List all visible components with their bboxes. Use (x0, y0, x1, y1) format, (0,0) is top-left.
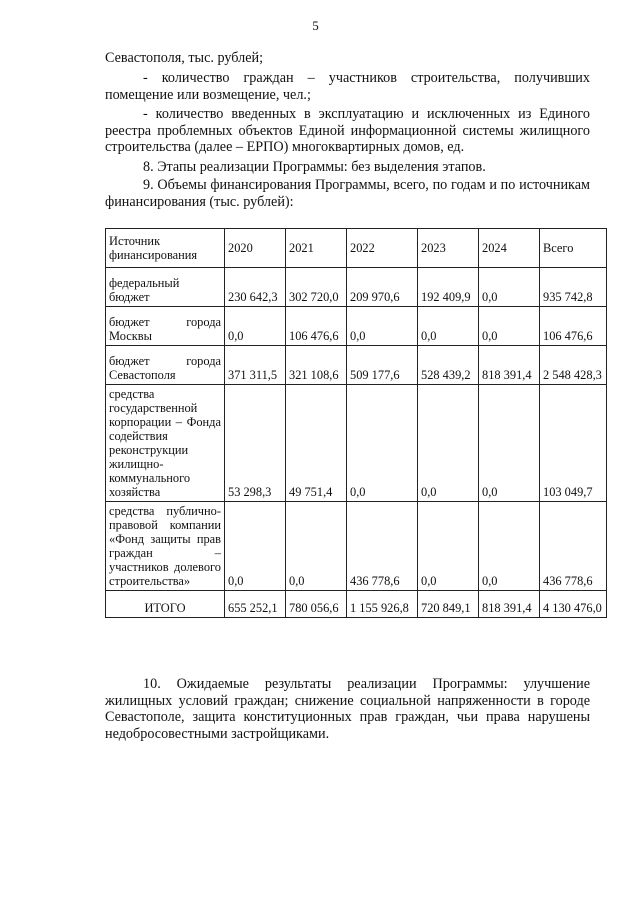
cell-total: 106 476,6 (540, 307, 607, 346)
row-source: средства государственной корпорации – Фонда содействия реконструкции жилищно-коммунального хозяйства (106, 385, 225, 502)
cell-2021: 0,0 (286, 502, 347, 591)
cell-2024: 0,0 (479, 385, 540, 502)
header-2023: 2023 (418, 229, 479, 268)
table-total-row (106, 591, 607, 618)
total-2020: 655 252,1 (225, 591, 286, 618)
total-total: 4 130 476,0 (540, 591, 607, 618)
cell-2023: 0,0 (418, 385, 479, 502)
row-source: федеральный бюджет (106, 268, 225, 307)
cell-2022: 509 177,6 (347, 346, 418, 385)
cell-2023: 192 409,9 (418, 268, 479, 307)
paragraph-3: - количество введенных в эксплуатацию и исключенных из Единого реестра проблемных объектов Единой информационной системы жилищного строительства (далее – ЕРПО) многоквартирных домов, ед. (105, 106, 590, 155)
cell-2024: 818 391,4 (479, 346, 540, 385)
cell-2020: 230 642,3 (225, 268, 286, 307)
cell-2020: 0,0 (225, 307, 286, 346)
table-row (106, 502, 607, 591)
page-number: 5 (312, 18, 319, 33)
total-2022: 1 155 926,8 (347, 591, 418, 618)
paragraph-2: - количество граждан – участников строительства, получивших помещение или возмещение, чел.; (105, 70, 590, 103)
cell-2024: 0,0 (479, 502, 540, 591)
table-row (106, 346, 607, 385)
cell-total: 103 049,7 (540, 385, 607, 502)
cell-2024: 0,0 (479, 268, 540, 307)
row-source: средства публично-правовой компании «Фонд защиты прав граждан – участников долевого строительства» (106, 502, 225, 591)
cell-total: 436 778,6 (540, 502, 607, 591)
header-total: Всего (540, 229, 607, 268)
table-row (106, 385, 607, 502)
paragraph-5: 9. Объемы финансирования Программы, всего, по годам и по источникам финансирования (тыс. рублей): (105, 177, 590, 210)
cell-total: 2 548 428,3 (540, 346, 607, 385)
cell-2020: 371 311,5 (225, 346, 286, 385)
table-header-row (106, 229, 607, 268)
cell-2021: 302 720,0 (286, 268, 347, 307)
cell-2020: 0,0 (225, 502, 286, 591)
paragraph-10: 10. Ожидаемые результаты реализации Программы: улучшение жилищных условий граждан; снижение социальной напряженности в городе Севастополе, защита конституционных прав граждан, чьи права нарушены недобросовестными застройщиками. (105, 676, 590, 742)
table-row (106, 307, 607, 346)
cell-2022: 436 778,6 (347, 502, 418, 591)
cell-2020: 53 298,3 (225, 385, 286, 502)
header-2021: 2021 (286, 229, 347, 268)
total-label: ИТОГО (106, 591, 225, 618)
header-2022: 2022 (347, 229, 418, 268)
header-source: Источник финансирования (106, 229, 225, 268)
cell-2023: 0,0 (418, 307, 479, 346)
paragraph-4: 8. Этапы реализации Программы: без выделения этапов. (143, 159, 486, 175)
cell-2021: 49 751,4 (286, 385, 347, 502)
total-2024: 818 391,4 (479, 591, 540, 618)
header-2020: 2020 (225, 229, 286, 268)
total-2023: 720 849,1 (418, 591, 479, 618)
header-2024: 2024 (479, 229, 540, 268)
row-source: бюджет города Севастополя (106, 346, 225, 385)
financing-table (105, 228, 607, 618)
cell-2021: 106 476,6 (286, 307, 347, 346)
cell-2022: 0,0 (347, 385, 418, 502)
cell-2024: 0,0 (479, 307, 540, 346)
cell-2022: 0,0 (347, 307, 418, 346)
cell-2023: 528 439,2 (418, 346, 479, 385)
table-row (106, 268, 607, 307)
cell-2022: 209 970,6 (347, 268, 418, 307)
paragraph-1: Севастополя, тыс. рублей; (105, 50, 264, 66)
cell-total: 935 742,8 (540, 268, 607, 307)
cell-2023: 0,0 (418, 502, 479, 591)
total-2021: 780 056,6 (286, 591, 347, 618)
cell-2021: 321 108,6 (286, 346, 347, 385)
row-source: бюджет города Москвы (106, 307, 225, 346)
